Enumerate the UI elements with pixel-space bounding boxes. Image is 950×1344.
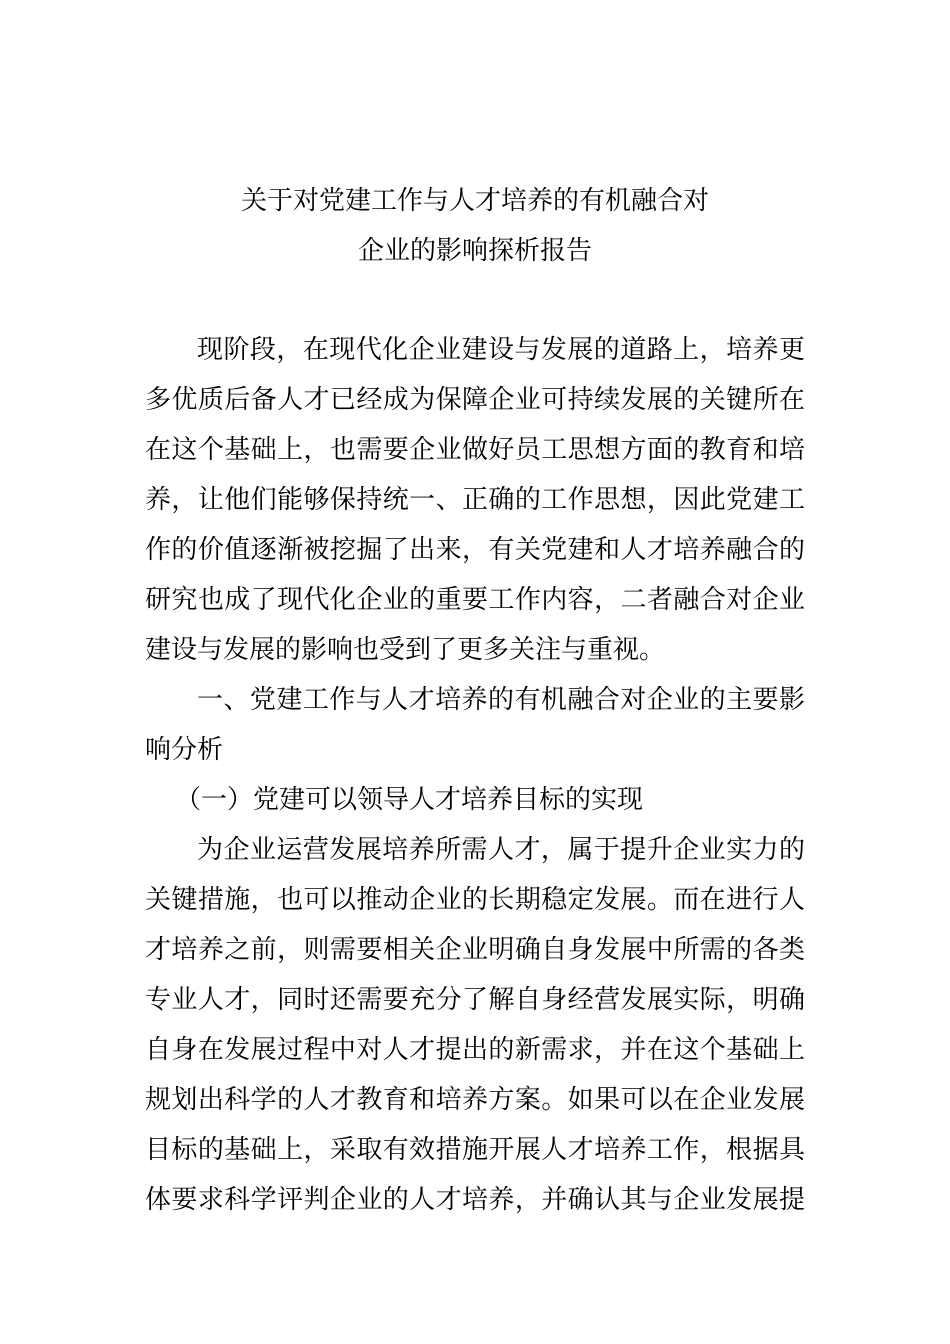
document-body	[145, 325, 805, 1225]
paragraph-1-line-8: 体要求科学评判企业的人才培养，并确认其与企业发展提	[145, 1185, 805, 1215]
subsection-heading: （一）党建可以领导人才培养目标的实现	[175, 785, 644, 815]
paragraph-1-line-5: 自身在发展过程中对人才提出的新需求，并在这个基础上	[145, 1035, 805, 1065]
paragraph-intro-line-2: 多优质后备人才已经成为保障企业可持续发展的关键所在	[145, 385, 805, 415]
title-line-1: 关于对党建工作与人才培养的有机融合对	[240, 186, 709, 216]
paragraph-1-line-2: 关键措施，也可以推动企业的长期稳定发展。而在进行人	[145, 885, 805, 915]
paragraph-intro-line-3: 在这个基础上，也需要企业做好员工思想方面的教育和培	[145, 435, 805, 465]
paragraph-intro-line-1: 现阶段，在现代化企业建设与发展的道路上，培养更	[197, 335, 805, 365]
paragraph-intro-line-7: 建设与发展的影响也受到了更多关注与重视。	[145, 635, 666, 665]
paragraph-1-line-4: 专业人才，同时还需要充分了解自身经营发展实际，明确	[145, 985, 805, 1015]
document-title	[145, 176, 805, 276]
paragraph-intro-line-4: 养，让他们能够保持统一、正确的工作思想，因此党建工	[145, 485, 805, 515]
paragraph-1-line-3: 才培养之前，则需要相关企业明确自身发展中所需的各类	[145, 935, 805, 965]
section-heading-line-2: 响分析	[145, 735, 224, 765]
paragraph-intro-line-5: 作的价值逐渐被挖掘了出来，有关党建和人才培养融合的	[145, 535, 805, 565]
paragraph-1-line-7: 目标的基础上，采取有效措施开展人才培养工作，根据具	[145, 1135, 805, 1165]
section-heading-line-1: 一、党建工作与人才培养的有机融合对企业的主要影	[197, 685, 805, 715]
paragraph-1-line-6: 规划出科学的人才教育和培养方案。如果可以在企业发展	[145, 1085, 805, 1115]
title-line-2: 企业的影响探析报告	[357, 236, 592, 266]
paragraph-intro-line-6: 研究也成了现代化企业的重要工作内容，二者融合对企业	[145, 585, 805, 615]
paragraph-1-line-1: 为企业运营发展培养所需人才，属于提升企业实力的	[197, 835, 805, 865]
